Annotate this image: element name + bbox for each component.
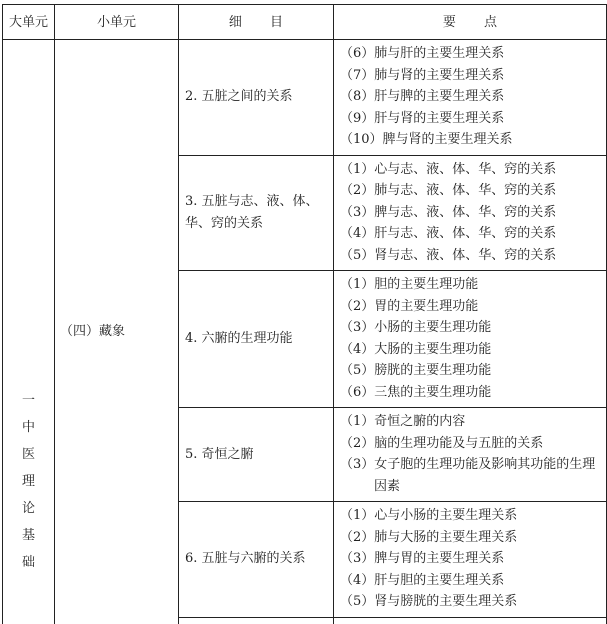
point-item: （1）心与小肠的主要生理关系 [340,508,518,523]
detail-cell [179,271,334,408]
big-unit-cell [3,40,55,624]
header-row [3,5,607,40]
point-item: （10）脾与肾的主要生理关系 [340,132,513,147]
point-item: （7）肺与肾的主要生理关系 [340,67,505,83]
point-item: （6）三焦的主要生理功能 [340,384,492,400]
detail-cell [179,155,334,271]
point-item: （3）脾与志、液、体、华、窍的关系 [340,204,557,220]
point-item: （4）肝与志、液、体、华、窍的关系 [340,226,557,241]
detail-label: 4. 六腑的生理功能 [185,331,293,346]
small-unit-cell [55,40,179,624]
table-row [3,40,607,156]
points-cell [334,40,607,156]
point-item: （4）大肠的主要生理功能 [340,341,492,357]
points-cell [334,408,607,502]
point-item: （3）小肠的主要生理功能 [340,320,492,335]
point-item: （4）肝与胆的主要生理关系 [340,572,505,588]
detail-label: 5. 奇恒之腑 [185,446,254,462]
detail-cell [179,502,334,618]
detail-label: 6. 五脏与六腑的关系 [185,551,306,567]
detail-cell [179,408,334,502]
points-cell [334,155,607,271]
point-item: （8）肝与脾的主要生理关系 [340,89,505,104]
point-item: （2）肺与志、液、体、华、窍的关系 [340,183,557,198]
point-item: （5）膀胱的主要生理功能 [340,363,492,378]
points-cell [334,271,607,408]
point-item: （1）奇恒之腑的内容 [340,414,466,429]
point-item: （3）脾与胃的主要生理关系 [340,551,505,566]
detail-cell [179,40,334,156]
header-detail: 细 目 [179,5,334,40]
point-item: （1）胆的主要生理功能 [340,277,479,292]
point-item: （3）女子胞的生理功能及影响其功能的生理因素 [340,457,596,494]
point-item: （2）肺与大肠的主要生理关系 [340,529,518,545]
point-item: （1）心与志、液、体、华、窍的关系 [340,161,557,177]
detail-label: 2. 五脏之间的关系 [185,89,293,105]
continuation-cell [179,617,334,624]
small-unit-label: （四）藏象 [60,324,126,340]
point-item: （6）肺与肝的主要生理关系 [340,46,505,61]
point-item: （2）脑的生理功能及与五脏的关系 [340,435,544,451]
header-big-unit: 大单元 [3,5,55,40]
header-points: 要 点 [334,5,607,40]
continuation-cell [334,617,607,624]
syllabus-table [2,4,607,624]
header-small-unit: 小单元 [55,5,179,40]
points-cell [334,502,607,618]
point-item: （5）肾与膀胱的主要生理关系 [340,594,518,609]
point-item: （9）肝与肾的主要生理关系 [340,110,505,126]
point-item: （5）肾与志、液、体、华、窍的关系 [340,247,557,263]
big-unit-label: 一 中医理论基础 [21,393,35,571]
point-item: （2）胃的主要生理功能 [340,298,479,314]
detail-label: 3. 五脏与志、液、体、华、窍的关系 [185,193,319,231]
